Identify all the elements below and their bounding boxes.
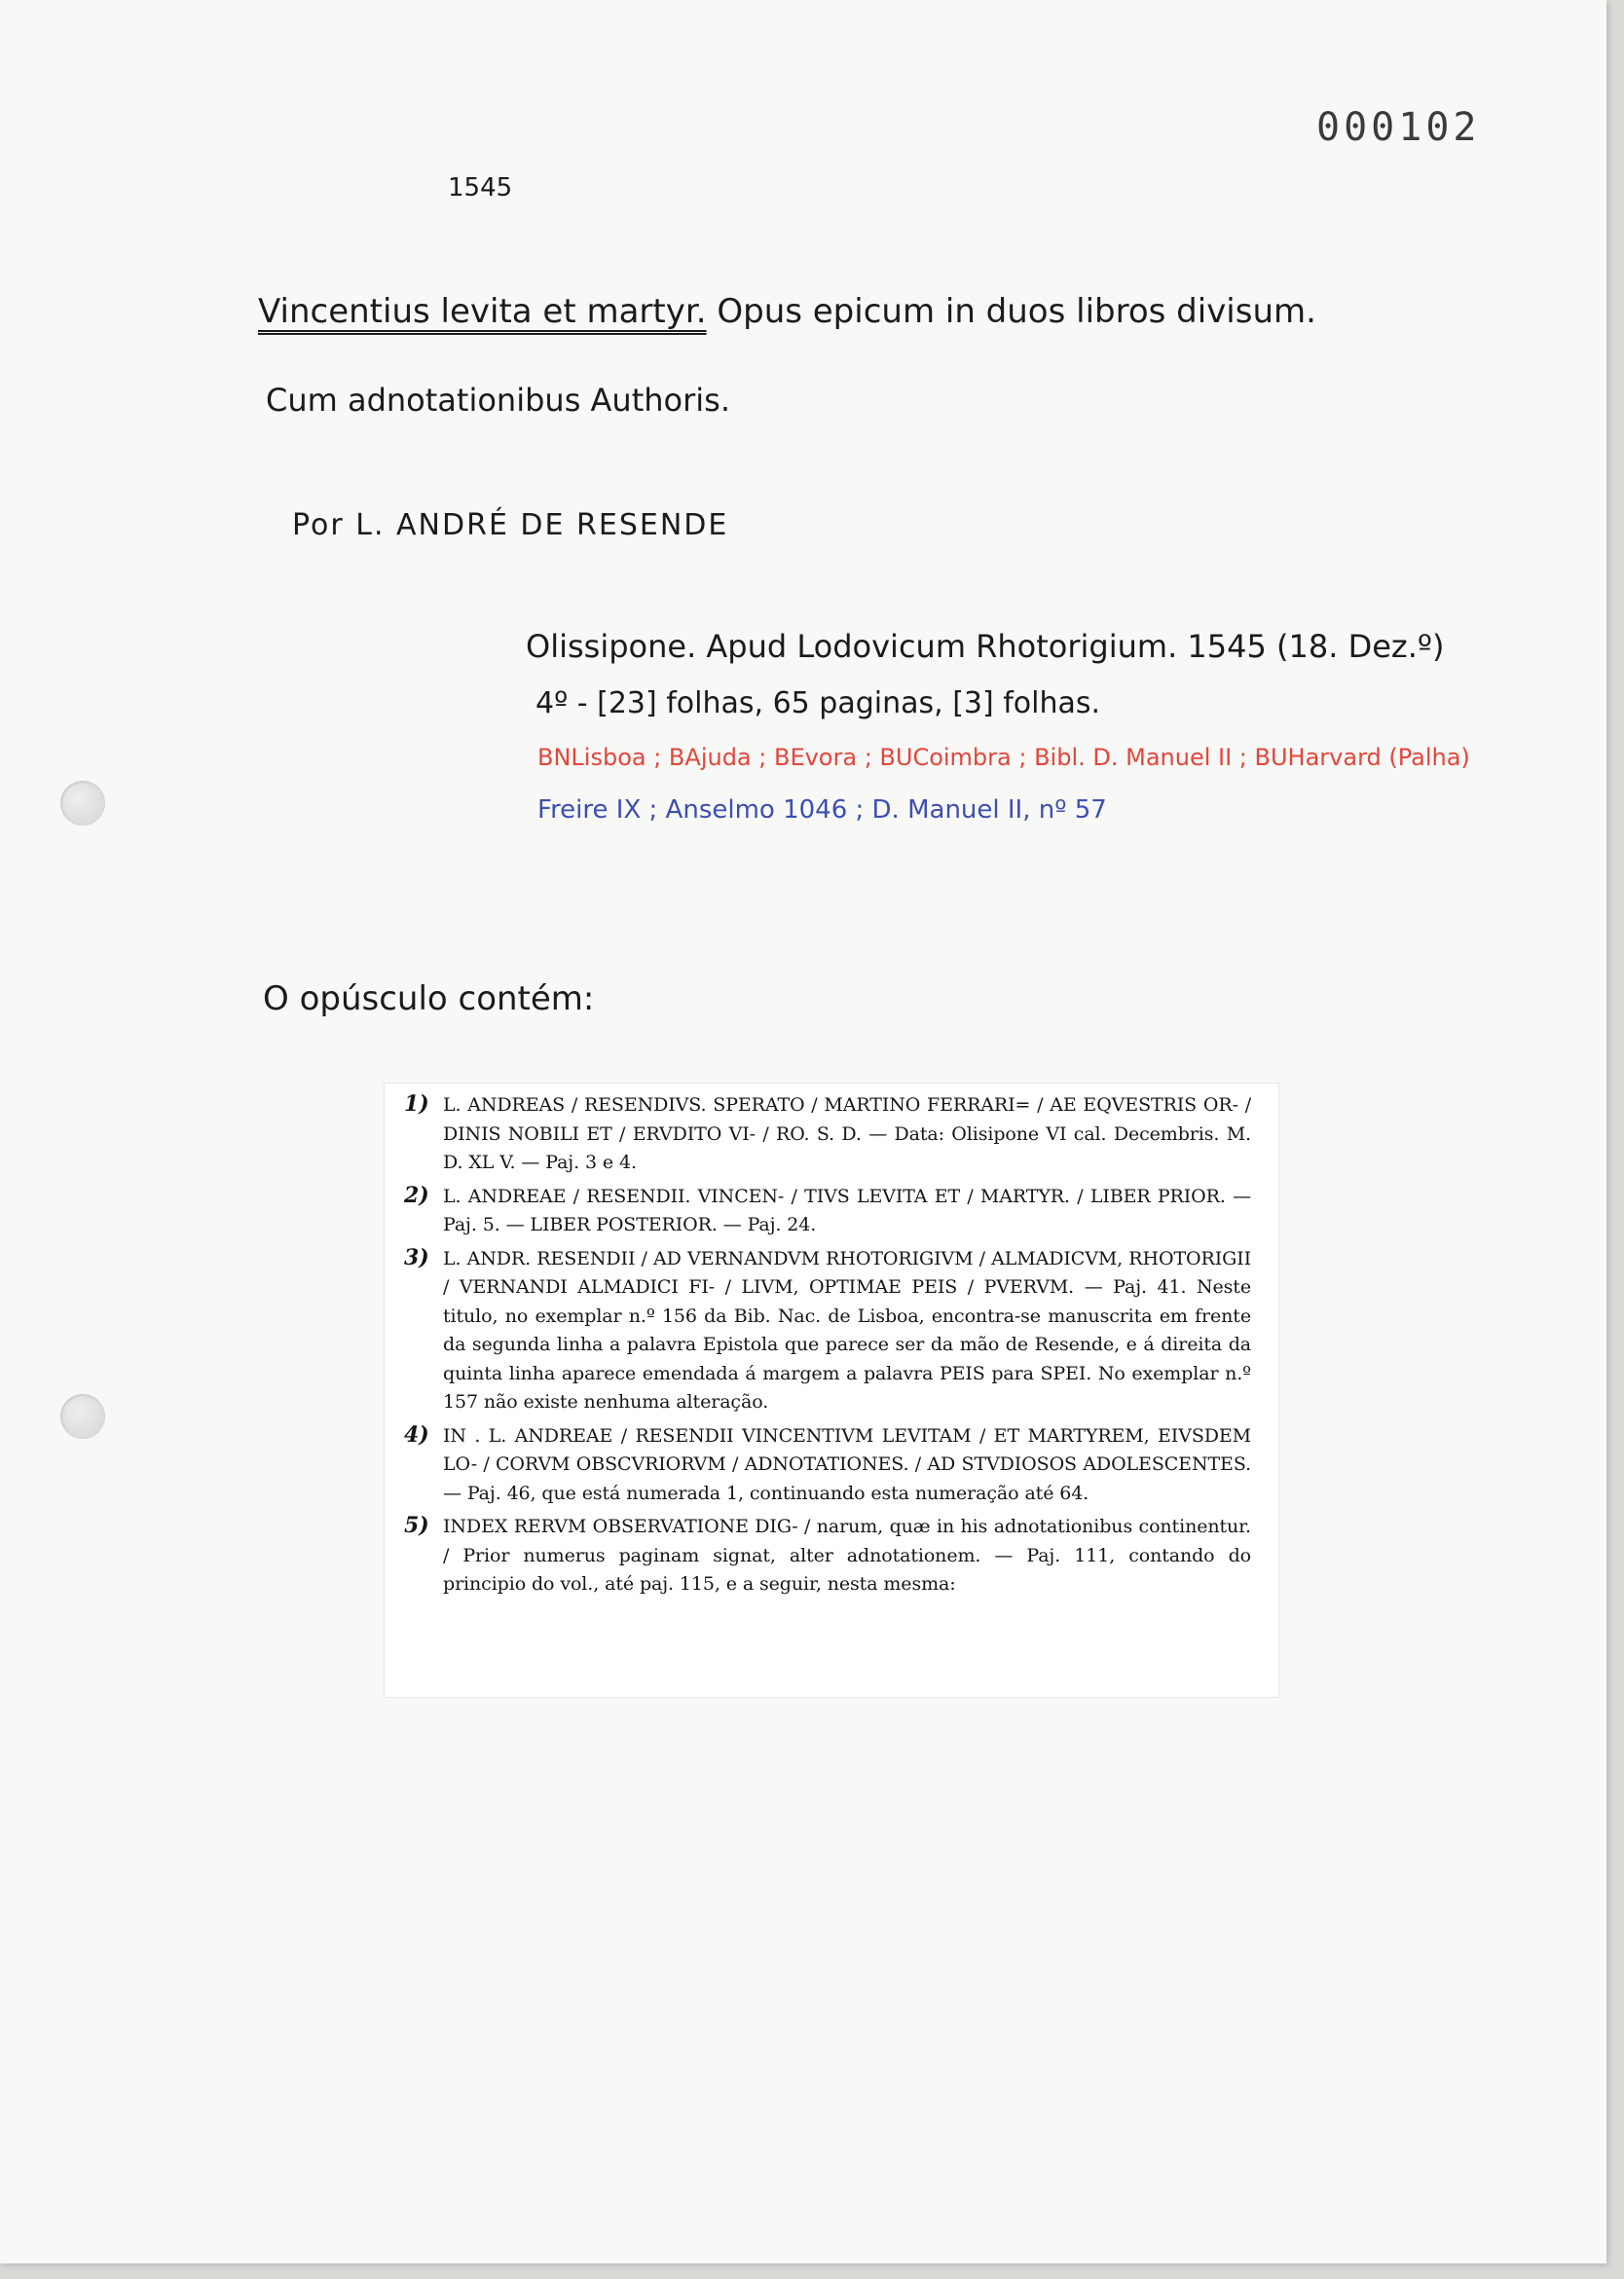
entry-text: L. ANDREAS / RESENDIVS. SPERATO / MARTINO FERRARI= / AE EQVESTRIS OR- / DINIS NOBILI ET / ERVDITO VI- / RO. S. D. — Data: Olisipone VI cal. Decembris. M. D. XL V. — Paj. 3 e 4.	[443, 1094, 1251, 1173]
entry-number: 1)	[404, 1091, 429, 1117]
work-title-rest: Opus epicum in duos libros divisum.	[717, 292, 1316, 331]
entry-text: INDEX RERVM OBSERVATIONE DIG- / narum, quæ in his adnotationibus continentur. / Prior numerus paginam signat, alter adnotationem. — Paj. 111, contando do principio do vol., até paj. 115, e a seguir, nesta mesma:	[443, 1516, 1251, 1595]
bibliographic-references: Freire IX ; Anselmo 1046 ; D. Manuel II, nº 57	[537, 795, 1107, 825]
entry-number: 4)	[404, 1421, 429, 1448]
work-title-underlined: Vincentius levita et martyr.	[258, 292, 707, 331]
entry-text: L. ANDR. RESENDII / AD VERNANDVM RHOTORIGIVM / ALMADICVM, RHOTORIGII / VERNANDI ALMADICI FI- / LIVM, OPTIMAE PEIS / PVERVM. — Paj. 41. Neste titulo, no exemplar n.º 156 da Bib. Nac. de Lisboa, encontra-se manuscrita em frente da segunda linha a palavra Epistola que parece ser da mão de Resende, e á direita da quinta linha aparece emendada á margem a palavra PEIS para SPEI. No exemplar n.º 157 não existe nenhuma alteração.	[443, 1247, 1251, 1413]
contents-entry	[404, 1422, 1251, 1509]
year-note: 1545	[448, 173, 513, 202]
contents-intro: O opúsculo contém:	[263, 979, 595, 1018]
contents-entry	[404, 1091, 1251, 1178]
work-subtitle: Cum adnotationibus Authoris.	[266, 382, 730, 419]
entry-text: IN . L. ANDREAE / RESENDII VINCENTIVM LEVITAM / ET MARTYREM, EIVSDEM LO- / CORVM OBSCVRIORVM / ADNOTATIONES. / AD STVDIOSOS ADOLESCENTES. — Paj. 46, que está numerada 1, continuando esta numeração até 64.	[443, 1424, 1251, 1504]
entry-number: 2)	[404, 1182, 429, 1208]
imprint-line: Olissipone. Apud Lodovicum Rhotorigium. 1545 (18. Dez.º)	[526, 628, 1445, 665]
author-line: Por L. ANDRÉ DE RESENDE	[292, 508, 729, 542]
contents-entry	[404, 1245, 1251, 1417]
punch-hole	[60, 1394, 105, 1439]
work-title	[258, 292, 1316, 331]
contents-entry	[404, 1513, 1251, 1599]
library-holdings: BNLisboa ; BAjuda ; BEvora ; BUCoimbra ; Bibl. D. Manuel II ; BUHarvard (Palha)	[537, 744, 1470, 771]
pasted-clipping	[385, 1084, 1278, 1697]
entry-number: 5)	[404, 1513, 429, 1538]
punch-hole	[60, 781, 105, 826]
entry-number: 3)	[404, 1244, 429, 1270]
contents-entry	[404, 1183, 1251, 1240]
collation-line: 4º - [23] folhas, 65 paginas, [3] folhas.	[535, 686, 1101, 720]
page-number-stamp: 000102	[1316, 105, 1481, 150]
entry-text: L. ANDREAE / RESENDII. VINCEN- / TIVS LEVITA ET / MARTYR. / LIBER PRIOR. — Paj. 5. — LIBER POSTERIOR. — Paj. 24.	[443, 1185, 1251, 1235]
